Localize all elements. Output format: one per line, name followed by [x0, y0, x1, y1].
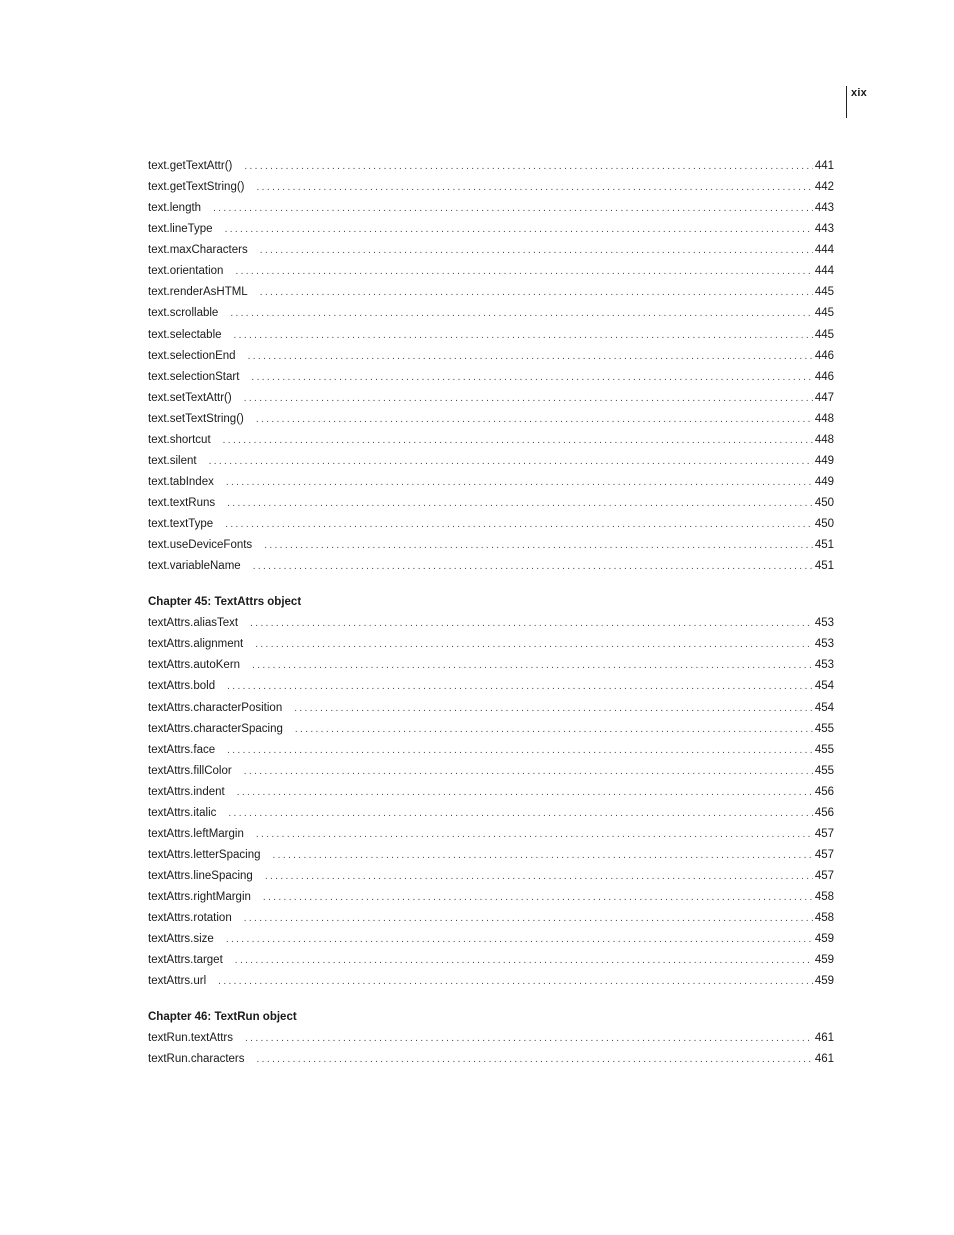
- toc-entry[interactable]: [148, 698, 834, 719]
- toc-entry-label: text.tabIndex: [148, 475, 214, 488]
- toc-entry-label: textRun.characters: [148, 1053, 245, 1066]
- toc-entry-label: text.useDeviceFonts: [148, 539, 253, 552]
- toc-entry-page: 453: [814, 659, 834, 672]
- dot-leader: [235, 950, 813, 971]
- toc-entry-label: text.textType: [148, 518, 214, 531]
- toc-entry-label: textAttrs.leftMargin: [148, 827, 244, 840]
- dot-leader: [244, 908, 813, 929]
- dot-leader: [225, 514, 813, 535]
- toc-entry-label: textAttrs.face: [148, 743, 216, 756]
- toc-entry-page: 445: [814, 307, 834, 320]
- toc-entry-label: textAttrs.characterPosition: [148, 701, 283, 714]
- toc-entry-page: 459: [814, 933, 834, 946]
- toc-entry[interactable]: [148, 887, 834, 908]
- toc-entry[interactable]: [148, 472, 834, 493]
- toc-entry-page: 457: [814, 870, 834, 882]
- toc-entry-label: textAttrs.italic: [148, 806, 217, 819]
- toc-entry-label: text.setTextAttr(): [148, 391, 232, 404]
- toc-entry[interactable]: [148, 367, 834, 388]
- dot-leader: [237, 782, 813, 803]
- toc-entry-page: 444: [814, 244, 834, 257]
- toc-entry[interactable]: [148, 198, 834, 219]
- toc-entry[interactable]: [148, 451, 834, 472]
- toc-entry-page: 442: [814, 181, 834, 194]
- dot-leader: [256, 824, 813, 845]
- toc-entry[interactable]: [148, 845, 834, 866]
- dot-leader: [227, 676, 813, 697]
- toc-entry[interactable]: [148, 219, 834, 240]
- dot-leader: [260, 282, 813, 303]
- toc-entry-label: text.shortcut: [148, 433, 211, 446]
- toc-section: [148, 1007, 834, 1070]
- toc-entry[interactable]: [148, 409, 834, 430]
- toc-entry-label: textAttrs.rightMargin: [148, 891, 251, 904]
- toc-entry-label: text.getTextString(): [148, 181, 245, 194]
- toc-entry[interactable]: [148, 556, 834, 577]
- dot-leader: [256, 409, 813, 430]
- toc-entry-page: 451: [814, 539, 834, 552]
- toc-entry[interactable]: [148, 346, 834, 367]
- dot-leader: [294, 698, 813, 719]
- dot-leader: [273, 845, 813, 866]
- toc-section: [148, 592, 834, 992]
- dot-leader: [253, 556, 813, 577]
- page-number: xix: [851, 87, 867, 99]
- toc-entry-page: 441: [814, 160, 834, 172]
- dot-leader: [295, 719, 813, 740]
- toc-entry-page: 447: [814, 391, 834, 404]
- toc-entry-label: textAttrs.size: [148, 933, 214, 946]
- toc-entry-label: textAttrs.lineSpacing: [148, 870, 253, 882]
- toc-entry[interactable]: [148, 908, 834, 929]
- toc-entry-page: 443: [814, 223, 834, 236]
- toc-entry-label: textAttrs.indent: [148, 785, 225, 798]
- chapter-heading[interactable]: Chapter 45: TextAttrs object: [148, 596, 302, 609]
- toc-entry-label: textAttrs.rotation: [148, 912, 232, 925]
- toc-entry-page: 449: [814, 454, 834, 467]
- toc-entry[interactable]: [148, 866, 834, 887]
- toc-entry[interactable]: [148, 971, 834, 992]
- toc-entry-label: text.lineType: [148, 223, 213, 236]
- toc-entry[interactable]: [148, 261, 834, 282]
- toc-entry[interactable]: [148, 824, 834, 845]
- toc-entry-page: 457: [814, 827, 834, 840]
- toc-entry-label: text.scrollable: [148, 307, 219, 320]
- toc-section: [148, 156, 834, 577]
- toc-entry-page: 449: [814, 475, 834, 488]
- table-of-contents: [148, 156, 834, 1071]
- dot-leader: [257, 177, 813, 198]
- toc-entry[interactable]: [148, 929, 834, 950]
- toc-entry-label: textAttrs.bold: [148, 680, 216, 693]
- toc-entry-page: 445: [814, 328, 834, 341]
- toc-entry-page: 457: [814, 848, 834, 861]
- toc-entry-page: 454: [814, 701, 834, 714]
- toc-entry-page: 461: [814, 1032, 834, 1045]
- toc-entry[interactable]: [148, 761, 834, 782]
- dot-leader: [223, 430, 813, 451]
- toc-entry-label: textAttrs.letterSpacing: [148, 848, 261, 861]
- toc-entry-page: 456: [814, 785, 834, 798]
- dot-leader: [227, 740, 813, 761]
- dot-leader: [227, 493, 813, 514]
- toc-entry[interactable]: [148, 950, 834, 971]
- toc-entry-label: text.selectable: [148, 328, 222, 341]
- toc-entry[interactable]: [148, 430, 834, 451]
- toc-entry-label: textRun.textAttrs: [148, 1032, 234, 1045]
- toc-entry[interactable]: [148, 1028, 834, 1049]
- toc-entry-label: textAttrs.fillColor: [148, 764, 232, 777]
- toc-entry[interactable]: [148, 740, 834, 761]
- dot-leader: [257, 1049, 813, 1070]
- toc-entry[interactable]: [148, 613, 834, 634]
- toc-entry[interactable]: [148, 388, 834, 409]
- toc-entry[interactable]: [148, 803, 834, 824]
- toc-entry-label: textAttrs.url: [148, 975, 207, 988]
- toc-entry-page: 458: [814, 891, 834, 904]
- toc-entry-label: textAttrs.aliasText: [148, 617, 239, 630]
- dot-leader: [248, 346, 813, 367]
- toc-entry-page: 446: [814, 349, 834, 362]
- toc-entry[interactable]: [148, 719, 834, 740]
- toc-entry[interactable]: [148, 177, 834, 198]
- toc-entry-label: text.renderAsHTML: [148, 286, 248, 299]
- dot-leader: [245, 1028, 813, 1049]
- toc-entry-label: text.getTextAttr(): [148, 160, 233, 172]
- toc-entry-label: textAttrs.characterSpacing: [148, 722, 283, 735]
- toc-entry-label: text.orientation: [148, 265, 224, 278]
- toc-entry[interactable]: [148, 325, 834, 346]
- dot-leader: [244, 388, 813, 409]
- toc-entry-label: text.maxCharacters: [148, 244, 248, 257]
- toc-entry-page: 448: [814, 433, 834, 446]
- toc-entry-label: text.setTextString(): [148, 412, 244, 425]
- dot-leader: [226, 929, 813, 950]
- toc-entry-page: 445: [814, 286, 834, 299]
- toc-entry[interactable]: [148, 303, 834, 324]
- toc-entry-page: 444: [814, 265, 834, 278]
- dot-leader: [263, 887, 813, 908]
- dot-leader: [225, 219, 813, 240]
- toc-entry-label: text.variableName: [148, 560, 241, 573]
- dot-leader: [218, 971, 813, 992]
- toc-entry-label: text.textRuns: [148, 497, 216, 509]
- toc-entry[interactable]: [148, 782, 834, 803]
- dot-leader: [235, 261, 812, 282]
- dot-leader: [264, 535, 813, 556]
- toc-entry[interactable]: [148, 634, 834, 655]
- dot-leader: [228, 803, 812, 824]
- dot-leader: [244, 156, 812, 177]
- toc-entry-page: 448: [814, 412, 834, 425]
- toc-entry-page: 453: [814, 617, 834, 630]
- dot-leader: [213, 198, 813, 219]
- toc-entry-page: 459: [814, 975, 834, 988]
- toc-entry-page: 454: [814, 680, 834, 693]
- toc-entry-label: text.silent: [148, 454, 197, 467]
- toc-entry[interactable]: [148, 282, 834, 303]
- dot-leader: [255, 634, 813, 655]
- dot-leader: [234, 325, 813, 346]
- toc-entry-page: 455: [814, 764, 834, 777]
- dot-leader: [230, 303, 813, 324]
- toc-entry-label: text.selectionEnd: [148, 349, 236, 362]
- toc-entry[interactable]: [148, 655, 834, 676]
- toc-entry[interactable]: [148, 676, 834, 697]
- toc-entry[interactable]: [148, 156, 834, 177]
- toc-entry[interactable]: [148, 514, 834, 535]
- toc-entry-label: textAttrs.alignment: [148, 638, 244, 651]
- toc-entry-page: 446: [814, 370, 834, 383]
- toc-entry-label: text.selectionStart: [148, 370, 240, 383]
- toc-entry-page: 450: [814, 497, 834, 509]
- page-number-rule: [846, 86, 847, 118]
- toc-entry[interactable]: [148, 1049, 834, 1070]
- toc-entry-page: 456: [814, 806, 834, 819]
- dot-leader: [244, 761, 813, 782]
- toc-entry-page: 458: [814, 912, 834, 925]
- dot-leader: [250, 613, 813, 634]
- dot-leader: [260, 240, 813, 261]
- toc-entry[interactable]: [148, 493, 834, 514]
- toc-entry-page: 453: [814, 638, 834, 651]
- toc-entry-page: 455: [814, 722, 834, 735]
- toc-entry-page: 455: [814, 743, 834, 756]
- dot-leader: [226, 472, 813, 493]
- toc-entry-page: 461: [814, 1053, 834, 1066]
- dot-leader: [251, 367, 812, 388]
- toc-entry-label: textAttrs.target: [148, 954, 223, 967]
- toc-entry[interactable]: [148, 240, 834, 261]
- dot-leader: [252, 655, 813, 676]
- toc-entry[interactable]: [148, 535, 834, 556]
- dot-leader: [209, 451, 813, 472]
- dot-leader: [265, 866, 813, 887]
- toc-entry-label: textAttrs.autoKern: [148, 659, 241, 672]
- chapter-heading[interactable]: Chapter 46: TextRun object: [148, 1011, 297, 1024]
- toc-entry-page: 443: [814, 202, 834, 215]
- toc-entry-page: 459: [814, 954, 834, 967]
- toc-entry-page: 450: [814, 518, 834, 531]
- toc-entry-page: 451: [814, 560, 834, 573]
- toc-entry-label: text.length: [148, 202, 202, 215]
